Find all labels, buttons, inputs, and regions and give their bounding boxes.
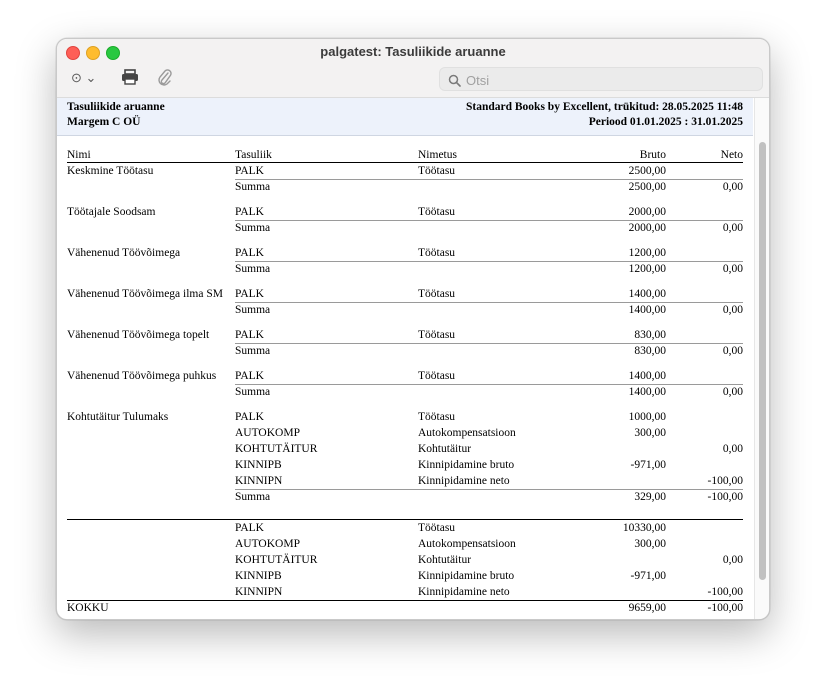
pay-type-desc: Töötasu bbox=[418, 329, 456, 341]
subtotal-label: Summa bbox=[235, 491, 271, 503]
total-pay-type-code: KINNIPB bbox=[235, 570, 282, 582]
subtotal-row bbox=[57, 179, 754, 195]
table-row bbox=[57, 409, 754, 425]
paperclip-icon[interactable] bbox=[157, 69, 173, 87]
report-title: Tasuliikide aruanne bbox=[67, 101, 165, 113]
group-name: Keskmine Töötasu bbox=[67, 165, 154, 177]
table-row bbox=[57, 473, 754, 489]
table-row bbox=[57, 368, 754, 384]
table-row bbox=[57, 425, 754, 441]
pay-type-code: PALK bbox=[235, 329, 264, 341]
subtotal-row bbox=[57, 302, 754, 318]
total-pay-type-desc: Autokompensatsioon bbox=[418, 538, 516, 550]
subtotal-label: Summa bbox=[235, 386, 271, 398]
pay-type-desc: Autokompensatsioon bbox=[418, 427, 516, 439]
subtotal-row bbox=[57, 489, 754, 505]
total-bruto-value: 300,00 bbox=[634, 538, 666, 550]
group-name: Kohtutäitur Tulumaks bbox=[67, 411, 169, 423]
bruto-value: 1400,00 bbox=[628, 370, 666, 382]
subtotal-neto: 0,00 bbox=[722, 222, 743, 234]
grand-total-bruto: 9659,00 bbox=[628, 602, 666, 614]
search-field[interactable] bbox=[439, 67, 763, 91]
total-neto-value: 0,00 bbox=[722, 554, 743, 566]
bruto-value: 1000,00 bbox=[628, 411, 666, 423]
totals-row bbox=[57, 536, 754, 552]
pay-type-code: PALK bbox=[235, 206, 264, 218]
report-table bbox=[57, 136, 754, 619]
pay-type-code: KINNIPN bbox=[235, 475, 283, 487]
column-header-desc: Nimetus bbox=[418, 149, 457, 161]
table-row bbox=[57, 204, 754, 220]
subtotal-label: Summa bbox=[235, 181, 271, 193]
total-pay-type-desc: Kinnipidamine bruto bbox=[418, 570, 515, 582]
subtotal-label: Summa bbox=[235, 263, 271, 275]
subtotal-neto: 0,00 bbox=[722, 263, 743, 275]
subtotal-bruto: 2000,00 bbox=[628, 222, 666, 234]
pay-type-code: PALK bbox=[235, 288, 264, 300]
total-pay-type-desc: Töötasu bbox=[418, 522, 456, 534]
table-row bbox=[57, 327, 754, 343]
totals-row bbox=[57, 568, 754, 584]
pay-type-code: PALK bbox=[235, 411, 264, 423]
subtotal-label: Summa bbox=[235, 222, 271, 234]
totals-row bbox=[57, 520, 754, 536]
column-header-neto: Neto bbox=[720, 149, 743, 161]
bruto-value: 1200,00 bbox=[628, 247, 666, 259]
totals-row bbox=[57, 584, 754, 600]
company-name: Margem C OÜ bbox=[67, 116, 141, 128]
table-row bbox=[57, 441, 754, 457]
pay-type-desc: Kohtutäitur bbox=[418, 443, 472, 455]
grand-total-label: KOKKU bbox=[67, 602, 109, 614]
subtotal-neto: 0,00 bbox=[722, 345, 743, 357]
printer-icon[interactable] bbox=[121, 69, 139, 87]
pay-type-desc: Töötasu bbox=[418, 288, 456, 300]
scrollbar-thumb[interactable] bbox=[759, 142, 766, 580]
period-info: Periood 01.01.2025 : 31.01.2025 bbox=[588, 116, 743, 128]
pay-type-code: PALK bbox=[235, 370, 264, 382]
total-bruto-value: -971,00 bbox=[630, 570, 666, 582]
bruto-value: -971,00 bbox=[630, 459, 666, 471]
total-pay-type-code: AUTOKOMP bbox=[235, 538, 300, 550]
table-row bbox=[57, 245, 754, 261]
report-window bbox=[56, 38, 770, 620]
total-neto-value: -100,00 bbox=[707, 586, 743, 598]
group-name: Töötajale Soodsam bbox=[67, 206, 156, 218]
table-row bbox=[57, 163, 754, 179]
bruto-value: 2000,00 bbox=[628, 206, 666, 218]
total-pay-type-desc: Kinnipidamine neto bbox=[418, 586, 510, 598]
total-pay-type-code: KOHTUTÄITUR bbox=[235, 554, 318, 566]
subtotal-neto: 0,00 bbox=[722, 181, 743, 193]
group-name: Vähenenud Töövõimega bbox=[67, 247, 181, 259]
pay-type-desc: Kinnipidamine bruto bbox=[418, 459, 515, 471]
report-header bbox=[57, 98, 753, 136]
search-input[interactable] bbox=[464, 68, 758, 92]
title-bar bbox=[57, 39, 769, 98]
total-bruto-value: 10330,00 bbox=[622, 522, 666, 534]
column-header-bruto: Bruto bbox=[639, 149, 666, 161]
column-header-type: Tasuliik bbox=[235, 149, 272, 161]
printed-info: Standard Books by Excellent, trükitud: 28.05.2025 11:48 bbox=[466, 101, 743, 113]
subtotal-bruto: 1400,00 bbox=[628, 386, 666, 398]
subtotal-neto: 0,00 bbox=[722, 304, 743, 316]
subtotal-neto: 0,00 bbox=[722, 386, 743, 398]
subtotal-bruto: 329,00 bbox=[634, 491, 666, 503]
neto-value: -100,00 bbox=[707, 475, 743, 487]
column-header-row bbox=[57, 147, 754, 163]
pay-type-desc: Töötasu bbox=[418, 370, 456, 382]
group-name: Vähenenud Töövõimega topelt bbox=[67, 329, 210, 341]
total-pay-type-code: KINNIPN bbox=[235, 586, 283, 598]
pay-type-desc: Kinnipidamine neto bbox=[418, 475, 510, 487]
totals-row bbox=[57, 552, 754, 568]
subtotal-label: Summa bbox=[235, 345, 271, 357]
group-name: Vähenenud Töövõimega puhkus bbox=[67, 370, 217, 382]
magnifier-icon bbox=[448, 72, 461, 94]
window-title: palgatest: Tasuliikide aruanne bbox=[320, 44, 506, 59]
subtotal-row bbox=[57, 220, 754, 236]
pay-type-code: AUTOKOMP bbox=[235, 427, 300, 439]
grand-total-row bbox=[57, 600, 754, 616]
grand-total-neto: -100,00 bbox=[707, 602, 743, 614]
neto-value: 0,00 bbox=[722, 443, 743, 455]
group-name: Vähenenud Töövõimega ilma SM bbox=[67, 288, 223, 300]
total-pay-type-desc: Kohtutäitur bbox=[418, 554, 472, 566]
subtotal-bruto: 830,00 bbox=[634, 345, 666, 357]
subtotal-label: Summa bbox=[235, 304, 271, 316]
bruto-value: 300,00 bbox=[634, 427, 666, 439]
subtotal-row bbox=[57, 384, 754, 400]
column-header-name: Nimi bbox=[67, 149, 91, 161]
bruto-value: 830,00 bbox=[634, 329, 666, 341]
subtotal-bruto: 2500,00 bbox=[628, 181, 666, 193]
pay-type-code: KINNIPB bbox=[235, 459, 282, 471]
bruto-value: 1400,00 bbox=[628, 288, 666, 300]
bruto-value: 2500,00 bbox=[628, 165, 666, 177]
subtotal-bruto: 1200,00 bbox=[628, 263, 666, 275]
pay-type-code: PALK bbox=[235, 165, 264, 177]
pay-type-desc: Töötasu bbox=[418, 165, 456, 177]
table-row bbox=[57, 286, 754, 302]
pay-type-desc: Töötasu bbox=[418, 206, 456, 218]
more-options-icon[interactable]: ⊙ ⌄ bbox=[71, 70, 97, 85]
table-row bbox=[57, 457, 754, 473]
pay-type-desc: Töötasu bbox=[418, 411, 456, 423]
pay-type-code: PALK bbox=[235, 247, 264, 259]
subtotal-row bbox=[57, 261, 754, 277]
pay-type-code: KOHTUTÄITUR bbox=[235, 443, 318, 455]
subtotal-bruto: 1400,00 bbox=[628, 304, 666, 316]
vertical-scrollbar[interactable] bbox=[754, 98, 770, 619]
total-pay-type-code: PALK bbox=[235, 522, 264, 534]
subtotal-row bbox=[57, 343, 754, 359]
pay-type-desc: Töötasu bbox=[418, 247, 456, 259]
subtotal-neto: -100,00 bbox=[707, 491, 743, 503]
